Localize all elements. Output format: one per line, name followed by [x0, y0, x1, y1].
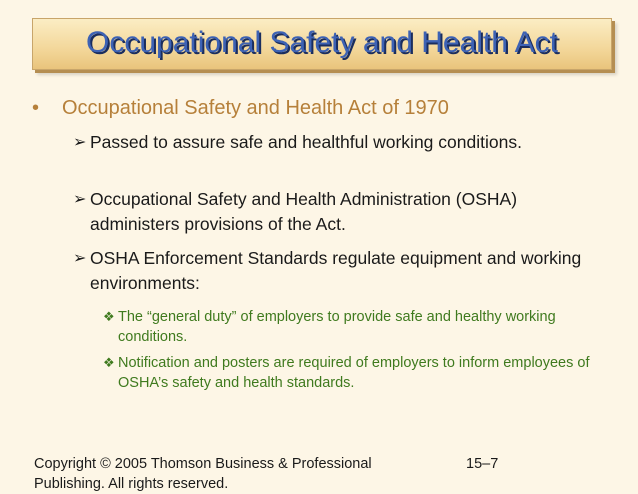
sub-sub-bullet-1: [103, 307, 593, 347]
sub-bullet-text: Occupational Safety and Health Administration (OSHA) administers provisions of the Act.: [90, 189, 518, 234]
title-banner: [32, 18, 612, 70]
sub-sub-bullet-text: The “general duty” of employers to provide safe and healthy working conditions.: [118, 309, 556, 345]
footer-copyright-cut-text: Publishing. All rights reserved.: [34, 476, 229, 492]
sub-bullet-text: OSHA Enforcement Standards regulate equipment and working environments:: [90, 248, 582, 293]
arrow-bullet-icon: ➢: [73, 250, 87, 267]
slide-title: Occupational Safety and Health Act: [86, 26, 558, 59]
main-bullet-text: Occupational Safety and Health Act of 1970: [62, 97, 449, 119]
sub-bullet-1: [73, 130, 593, 155]
bullet-dot-icon: •: [32, 97, 40, 119]
footer-copyright: [34, 454, 372, 492]
sub-bullet-text: Passed to assure safe and healthful working conditions.: [90, 132, 522, 152]
sub-bullet-2: [73, 187, 593, 237]
diamond-bullet-icon: ❖: [103, 309, 115, 324]
sub-sub-bullet-2: [103, 353, 593, 393]
sub-bullet-3: [73, 246, 593, 296]
footer-copyright-text: Copyright © 2005 Thomson Business & Professional: [34, 456, 372, 472]
arrow-bullet-icon: ➢: [73, 191, 87, 208]
footer-copyright-overflow: [34, 474, 334, 492]
arrow-bullet-icon: ➢: [73, 134, 87, 151]
slide-number: 15–7: [466, 456, 499, 472]
sub-sub-bullet-text: Notification and posters are required of employers to inform employees of OSHA’s safety and health standards.: [118, 355, 590, 391]
diamond-bullet-icon: ❖: [103, 355, 115, 370]
